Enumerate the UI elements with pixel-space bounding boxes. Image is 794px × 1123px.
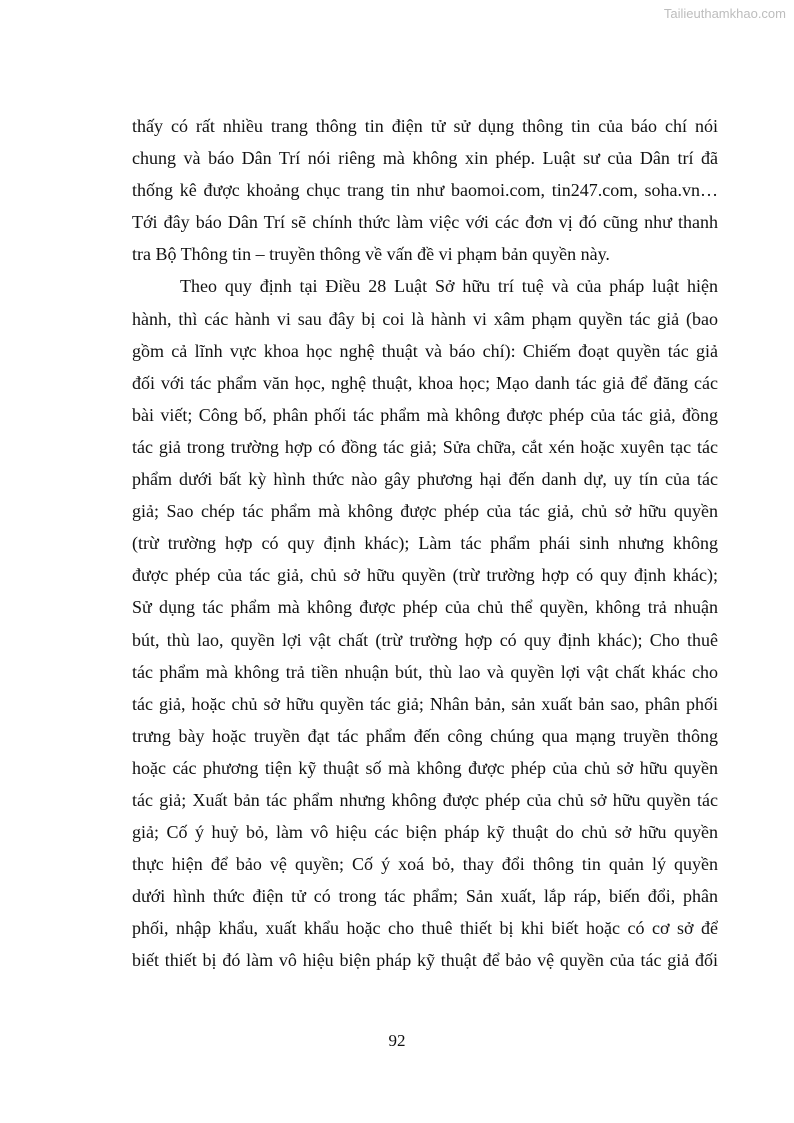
text-line: tác giả; Xuất bản tác phẩm nhưng không được phép của chủ sở hữu quyền tác xyxy=(132,789,718,810)
text-line: Tới đây báo Dân Trí sẽ chính thức làm việc với các đơn vị đó cũng như thanh xyxy=(132,212,718,233)
text-line: hoặc các phương tiện kỹ thuật số mà không được phép của chủ sở hữu quyền xyxy=(132,757,718,778)
text-line: tác giả, hoặc chủ sở hữu quyền tác giả; Nhân bản, sản xuất bản sao, phân phối xyxy=(132,693,718,714)
body-text xyxy=(132,113,718,980)
text-line: trưng bày hoặc truyền đạt tác phẩm đến công chúng qua mạng truyền thông xyxy=(132,725,718,746)
text-line: gồm cả lĩnh vực khoa học nghệ thuật và báo chí): Chiếm đoạt quyền tác giả xyxy=(132,340,718,361)
text-line: (trừ trường hợp có quy định khác); Làm tác phẩm phái sinh nhưng không xyxy=(132,533,718,554)
text-line: thực hiện để bảo vệ quyền; Cố ý xoá bỏ, thay đổi thông tin quản lý quyền xyxy=(132,854,718,875)
text-line: đối với tác phẩm văn học, nghệ thuật, khoa học; Mạo danh tác giả để đăng các xyxy=(132,372,718,393)
text-line: chung và báo Dân Trí nói riêng mà không xin phép. Luật sư của Dân trí đã xyxy=(132,148,718,169)
text-line: thống kê được khoảng chục trang tin như baomoi.com, tin247.com, soha.vn… xyxy=(132,180,718,201)
paragraph-1 xyxy=(132,113,718,273)
text-line: tra Bộ Thông tin – truyền thông về vấn đề vi phạm bản quyền này. xyxy=(132,244,610,265)
watermark: Tailieuthamkhao.com xyxy=(663,6,786,21)
text-line: bài viết; Công bố, phân phối tác phẩm mà không được phép của tác giả, đồng xyxy=(132,404,718,425)
text-line: phẩm dưới bất kỳ hình thức nào gây phương hại đến danh dự, uy tín của tác xyxy=(132,469,718,490)
text-line: thấy có rất nhiều trang thông tin điện tử sử dụng thông tin của báo chí nói xyxy=(132,116,718,136)
text-line: dưới hình thức điện tử có trong tác phẩm; Sản xuất, lắp ráp, biến đổi, phân xyxy=(132,886,718,907)
text-line: giả; Cố ý huỷ bỏ, làm vô hiệu các biện pháp kỹ thuật do chủ sở hữu quyền xyxy=(132,822,718,843)
text-line: biết thiết bị đó làm vô hiệu biện pháp kỹ thuật để bảo vệ quyền của tác giả đối xyxy=(132,950,718,971)
text-line: tác phẩm mà không trả tiền nhuận bút, thù lao và quyền lợi vật chất khác cho xyxy=(132,661,718,682)
text-line: bút, thù lao, quyền lợi vật chất (trừ trường hợp có quy định khác); Cho thuê xyxy=(132,629,718,650)
text-line: tác giả trong trường hợp có đồng tác giả; Sửa chữa, cắt xén hoặc xuyên tạc tác xyxy=(132,436,718,457)
text-line: Sử dụng tác phẩm mà không được phép của chủ thể quyền, không trả nhuận xyxy=(132,597,718,618)
text-line: Theo quy định tại Điều 28 Luật Sở hữu trí tuệ và của pháp luật hiện xyxy=(180,276,718,297)
text-line: phối, nhập khẩu, xuất khẩu hoặc cho thuê thiết bị khi biết hoặc có cơ sở để xyxy=(132,918,718,939)
text-line: giả; Sao chép tác phẩm mà không được phép của tác giả, chủ sở hữu quyền xyxy=(132,501,718,522)
page-number: 92 xyxy=(388,1031,406,1050)
paragraph-2 xyxy=(132,273,718,979)
text-line: hành, thì các hành vi sau đây bị coi là hành vi xâm phạm quyền tác giả (bao xyxy=(132,308,718,329)
text-line: được phép của tác giả, chủ sở hữu quyền (trừ trường hợp có quy định khác); xyxy=(132,565,718,586)
